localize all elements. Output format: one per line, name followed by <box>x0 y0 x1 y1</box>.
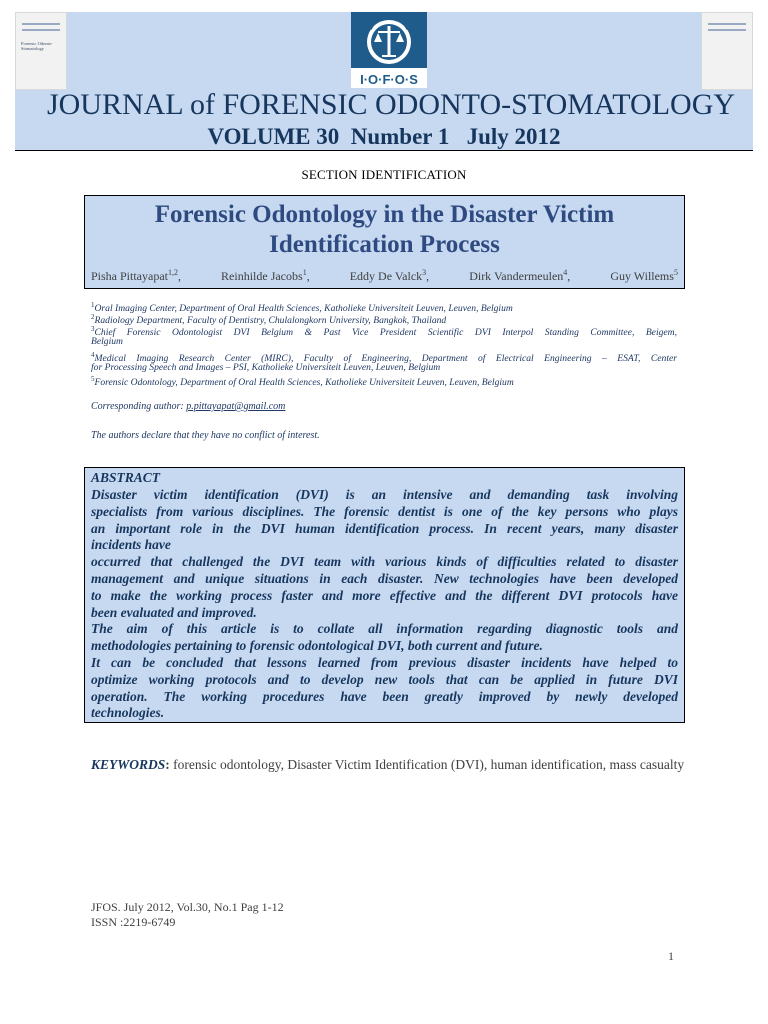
affiliation-3-cont: Belgium <box>91 336 123 347</box>
footer-citation <box>91 900 284 930</box>
issn-line: ISSN :2219-6749 <box>91 915 176 929</box>
author: Guy Willems$^5$ <box>610 268 678 283</box>
section-label: SECTION IDENTIFICATION <box>301 167 467 182</box>
abstract-line: operation. The working procedures have been greatly improved by newly developed <box>91 688 678 704</box>
affiliation-2: $^2$Radiology Department, Faculty of Dentistry, Chulalongkorn University, Bangkok, Thailand <box>91 313 447 327</box>
abstract-box <box>84 467 685 723</box>
keywords-label: KEYWORDS <box>91 757 166 772</box>
paper-title-line-2: Identification Process <box>269 231 500 258</box>
logo-text: I·O·F·O·S <box>360 72 418 87</box>
volume-line: VOLUME 30 Number 1 July 2012 <box>207 124 561 149</box>
affiliation-4-cont: for Processing Speech and Images – PSI, Katholieke Universiteit Leuven, Leuven, Belgium <box>91 362 441 373</box>
page-number: 1 <box>668 949 674 963</box>
title-box <box>84 195 685 289</box>
author: Reinhilde Jacobs$^1$, <box>221 268 310 283</box>
abstract-line: specialists from various disciplines. The forensic dentist is one of the key persons who plays <box>91 503 678 519</box>
author: Eddy De Valck$^3$, <box>349 268 430 283</box>
cover-thumbnail-left <box>15 12 67 90</box>
abstract-line: an important role in the DVI human identification process. In recent years, many disaster <box>91 520 678 536</box>
abstract-heading: ABSTRACT <box>91 470 161 485</box>
abstract-line: incidents have <box>91 537 171 553</box>
journal-title: JOURNAL of FORENSIC ODONTO-STOMATOLOGY <box>46 88 736 121</box>
abstract-line: It can be concluded that lessons learned from previous disaster incidents have helped to <box>91 655 678 670</box>
keywords: KEYWORDS: forensic odontology, Disaster Victim Identification (DVI), human identification, mass casualty <box>91 757 685 772</box>
affiliation-5: $^5$Forensic Odontology, Department of Oral Health Sciences, Katholieke Universiteit Leuven, Leuven, Belgium <box>91 375 514 389</box>
affiliation-1: $^1$Oral Imaging Center, Department of Oral Health Sciences, Katholieke Universiteit Leuven, Leuven, Belgium <box>91 301 513 315</box>
iofos-logo <box>351 12 427 88</box>
abstract-line: to make the working process faster and more effective and the different DVI protocols have <box>91 587 678 603</box>
keywords-text: forensic odontology, Disaster Victim Identification (DVI), human identification, mass casualty <box>169 757 685 772</box>
abstract-line: occurred that challenged the DVI team with various kinds of difficulties related to disaster <box>91 554 678 570</box>
corresponding-author: Corresponding author: p.pittayapat@gmail.com <box>91 401 286 412</box>
abstract-line: methodologies pertaining to forensic odontological DVI, both current and future. <box>91 638 543 654</box>
affiliation-3: $^3$Chief Forensic Odontologist DVI Belgium & Past Vice President Scientific DVI Interpol Standing Committee, Beigem, <box>91 325 677 339</box>
paper-title-line-1: Forensic Odontology in the Disaster Victim <box>154 201 615 228</box>
abstract-line: management and unique situations in each disaster. New technologies have been developed <box>91 571 678 586</box>
citation-line: JFOS. July 2012, Vol.30, No.1 Pag 1-12 <box>91 900 284 914</box>
author: Dirk Vandermeulen$^4$, <box>469 268 571 283</box>
cover-thumbnail-title: Forensic Odonto-Stomatology <box>21 41 53 51</box>
abstract-line: optimize working protocols and to develop new tools that can be applied in future DVI <box>91 671 678 687</box>
abstract-line: technologies. <box>91 705 165 721</box>
journal-header <box>15 12 753 151</box>
cover-thumbnail-right <box>701 12 753 90</box>
affiliation-4: $^4$Medical Imaging Research Center (MIRC), Faculty of Engineering, Department of Electrical Engineering – ESAT, Center <box>91 351 677 365</box>
abstract-line: been evaluated and improved. <box>91 604 257 620</box>
abstract-line: The aim of this article is to collate all information regarding diagnostic tools and <box>91 621 678 637</box>
paper-title <box>85 200 684 260</box>
corresponding-email-link[interactable]: p.pittayapat@gmail.com <box>186 401 286 412</box>
abstract-line: Disaster victim identification (DVI) is an intensive and demanding task involving <box>91 487 678 502</box>
author-list <box>91 268 678 284</box>
conflict-statement: The authors declare that they have no conflict of interest. <box>91 430 320 441</box>
author: Pisha Pittayapat$^{1,2}$, <box>91 268 181 283</box>
iofos-logo-icon <box>351 12 427 88</box>
